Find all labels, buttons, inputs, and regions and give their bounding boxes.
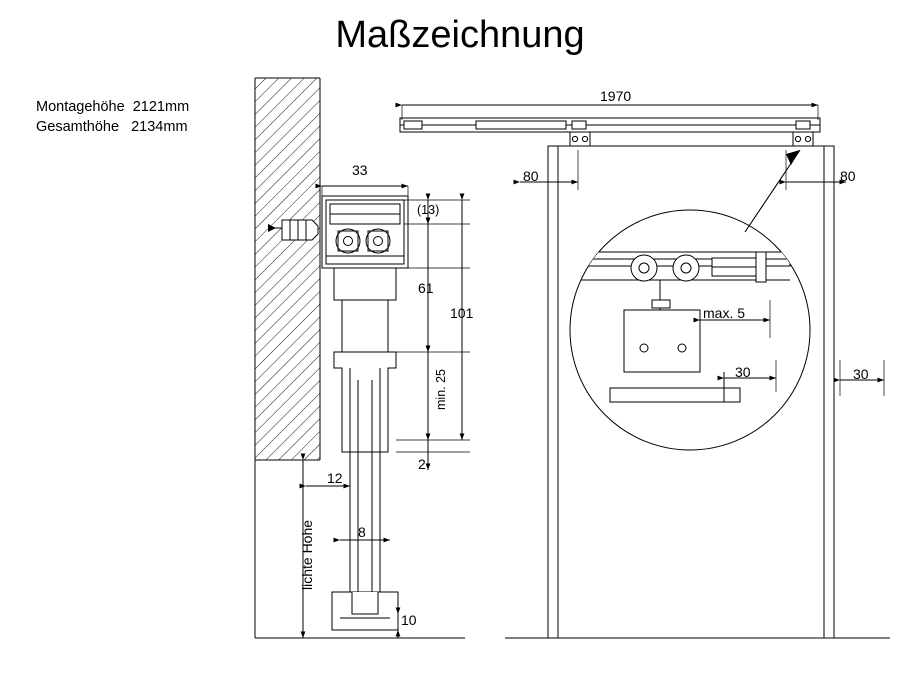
label-30-detail: 30 <box>735 364 751 380</box>
label-min-25: min. 25 <box>434 369 448 410</box>
dim-33 <box>322 186 408 196</box>
hanger-bracket <box>334 268 396 452</box>
note-mounting-height: Montagehöhe 2121mm <box>36 99 190 115</box>
label-61: 61 <box>418 280 434 296</box>
page-title: Maßzeichnung <box>335 14 585 56</box>
label-30-right: 30 <box>853 366 869 382</box>
detail-circle <box>560 150 810 450</box>
bottom-guide <box>332 592 398 630</box>
door-panel-section <box>350 452 380 592</box>
label-13: (13) <box>417 203 440 217</box>
label-101: 101 <box>450 305 474 321</box>
label-80-left: 80 <box>523 168 539 184</box>
label-33: 33 <box>352 162 368 178</box>
top-rail-profile <box>322 196 408 268</box>
label-10: 10 <box>401 612 417 628</box>
label-1970: 1970 <box>600 88 632 104</box>
label-80-right: 80 <box>840 168 856 184</box>
label-2: 2 <box>418 456 426 472</box>
label-8: 8 <box>358 524 366 540</box>
label-clear-height: lichte Höhe <box>299 519 315 590</box>
label-12: 12 <box>327 470 343 486</box>
label-max-5: max. 5 <box>703 305 746 321</box>
dim-8 <box>340 540 390 560</box>
note-total-height: Gesamthöhe 2134mm <box>36 119 188 135</box>
